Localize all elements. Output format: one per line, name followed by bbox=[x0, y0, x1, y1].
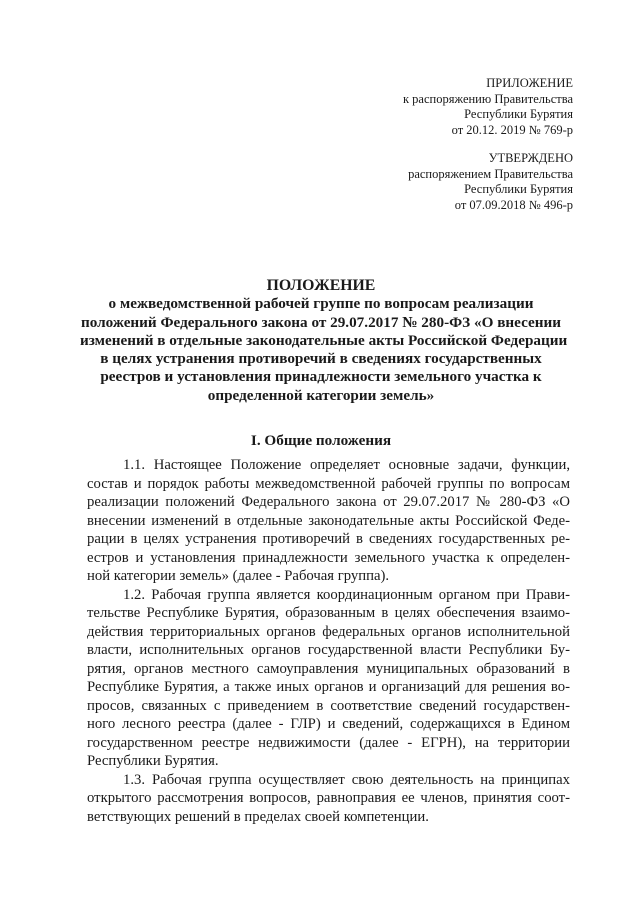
document-title-block bbox=[80, 277, 568, 405]
document-subtitle-line: в целях устранения противоречий в сведениях государственных bbox=[100, 350, 542, 368]
paragraph-line: естров и установления принадлежности земельного участка к определен- bbox=[87, 549, 570, 566]
paragraph-line: тельстве Республике Бурятия, образованным в целях обеспечения взаимо- bbox=[87, 605, 570, 621]
paragraph-line: Республике Бурятия, а также иных органов и организаций для решения во- bbox=[87, 679, 570, 695]
paragraph-1-2 bbox=[87, 586, 570, 771]
paragraph-line: ветствующих решений в пределах своей компетенции. bbox=[87, 808, 429, 825]
approved-republic-line: Республики Бурятия bbox=[464, 182, 573, 197]
appendix-label: ПРИЛОЖЕНИЕ bbox=[486, 76, 573, 90]
paragraph-line: ного лесного реестра (далее - ГЛР) и сведений, содержащихся в Едином bbox=[87, 716, 570, 732]
paragraph-line: открытого рассмотрения вопросов, равноправия ее членов, принятия соот- bbox=[87, 790, 570, 806]
paragraph-line: государственном реестре недвижимости (далее - ЕГРН), на территории bbox=[87, 734, 570, 751]
paragraph-line: 1.3. Рабочая группа осуществляет свою деятельность на принципах bbox=[123, 771, 570, 788]
paragraph-line: Республики Бурятия. bbox=[87, 753, 219, 769]
paragraph-line: ной категории земель» (далее - Рабочая группа). bbox=[87, 568, 390, 584]
paragraph-line: внесении изменений в отдельные законодательные акты Российской Феде- bbox=[87, 512, 570, 529]
section-heading: I. Общие положения bbox=[250, 432, 392, 449]
paragraph-line: просов, связанных с приведением в соответствие сведений государствен- bbox=[87, 697, 570, 714]
approved-order-line: распоряжением Правительства bbox=[408, 166, 573, 181]
document-subtitle-line: реестров и установления принадлежности земельного участка к bbox=[100, 368, 542, 386]
paragraph-line: реализации положений Федерального закона от 29.07.2017 № 280-ФЗ «О bbox=[87, 494, 570, 510]
appendix-order-line: к распоряжению Правительства bbox=[402, 91, 573, 106]
paragraph-1-3 bbox=[87, 771, 570, 827]
document-title: ПОЛОЖЕНИЕ bbox=[266, 277, 376, 294]
approved-date-line: от 07.09.2018 № 496-р bbox=[454, 197, 573, 212]
appendix-date-line: от 20.12. 2019 № 769-р bbox=[451, 122, 573, 137]
paragraph-line: 1.1. Настоящее Положение определяет основные задачи, функции, bbox=[123, 457, 570, 473]
paragraph-line: 1.2. Рабочая группа является координационным органом при Прави- bbox=[123, 586, 570, 603]
approved-header bbox=[408, 151, 573, 213]
document-subtitle-line: изменений в отдельные законодательные акты Российской Федерации bbox=[80, 331, 568, 349]
paragraph-1-1 bbox=[87, 456, 570, 586]
paragraph-line: власти, исполнительных органов государственной власти Республики Бу- bbox=[87, 642, 570, 658]
paragraph-line: рятия, органов местного самоуправления муниципальных образований в bbox=[87, 660, 570, 677]
paragraph-line: рации в целях устранения противоречий в сведениях государственных ре- bbox=[87, 531, 570, 547]
document-subtitle-line: определенной категории земель» bbox=[207, 386, 435, 404]
appendix-republic-line: Республики Бурятия bbox=[464, 107, 573, 122]
paragraph-line: действия территориальных органов федеральных органов исполнительной bbox=[87, 623, 570, 640]
document-subtitle-line: о межведомственной рабочей группе по вопросам реализации bbox=[108, 295, 534, 313]
appendix-header bbox=[403, 76, 573, 138]
approved-label: УТВЕРЖДЕНО bbox=[488, 151, 573, 165]
document-subtitle-line: положений Федерального закона от 29.07.2017 № 280-ФЗ «О внесении bbox=[81, 313, 561, 331]
paragraph-line: состав и порядок работы межведомственной рабочей группы по вопросам bbox=[87, 475, 570, 492]
body-text bbox=[87, 456, 570, 826]
